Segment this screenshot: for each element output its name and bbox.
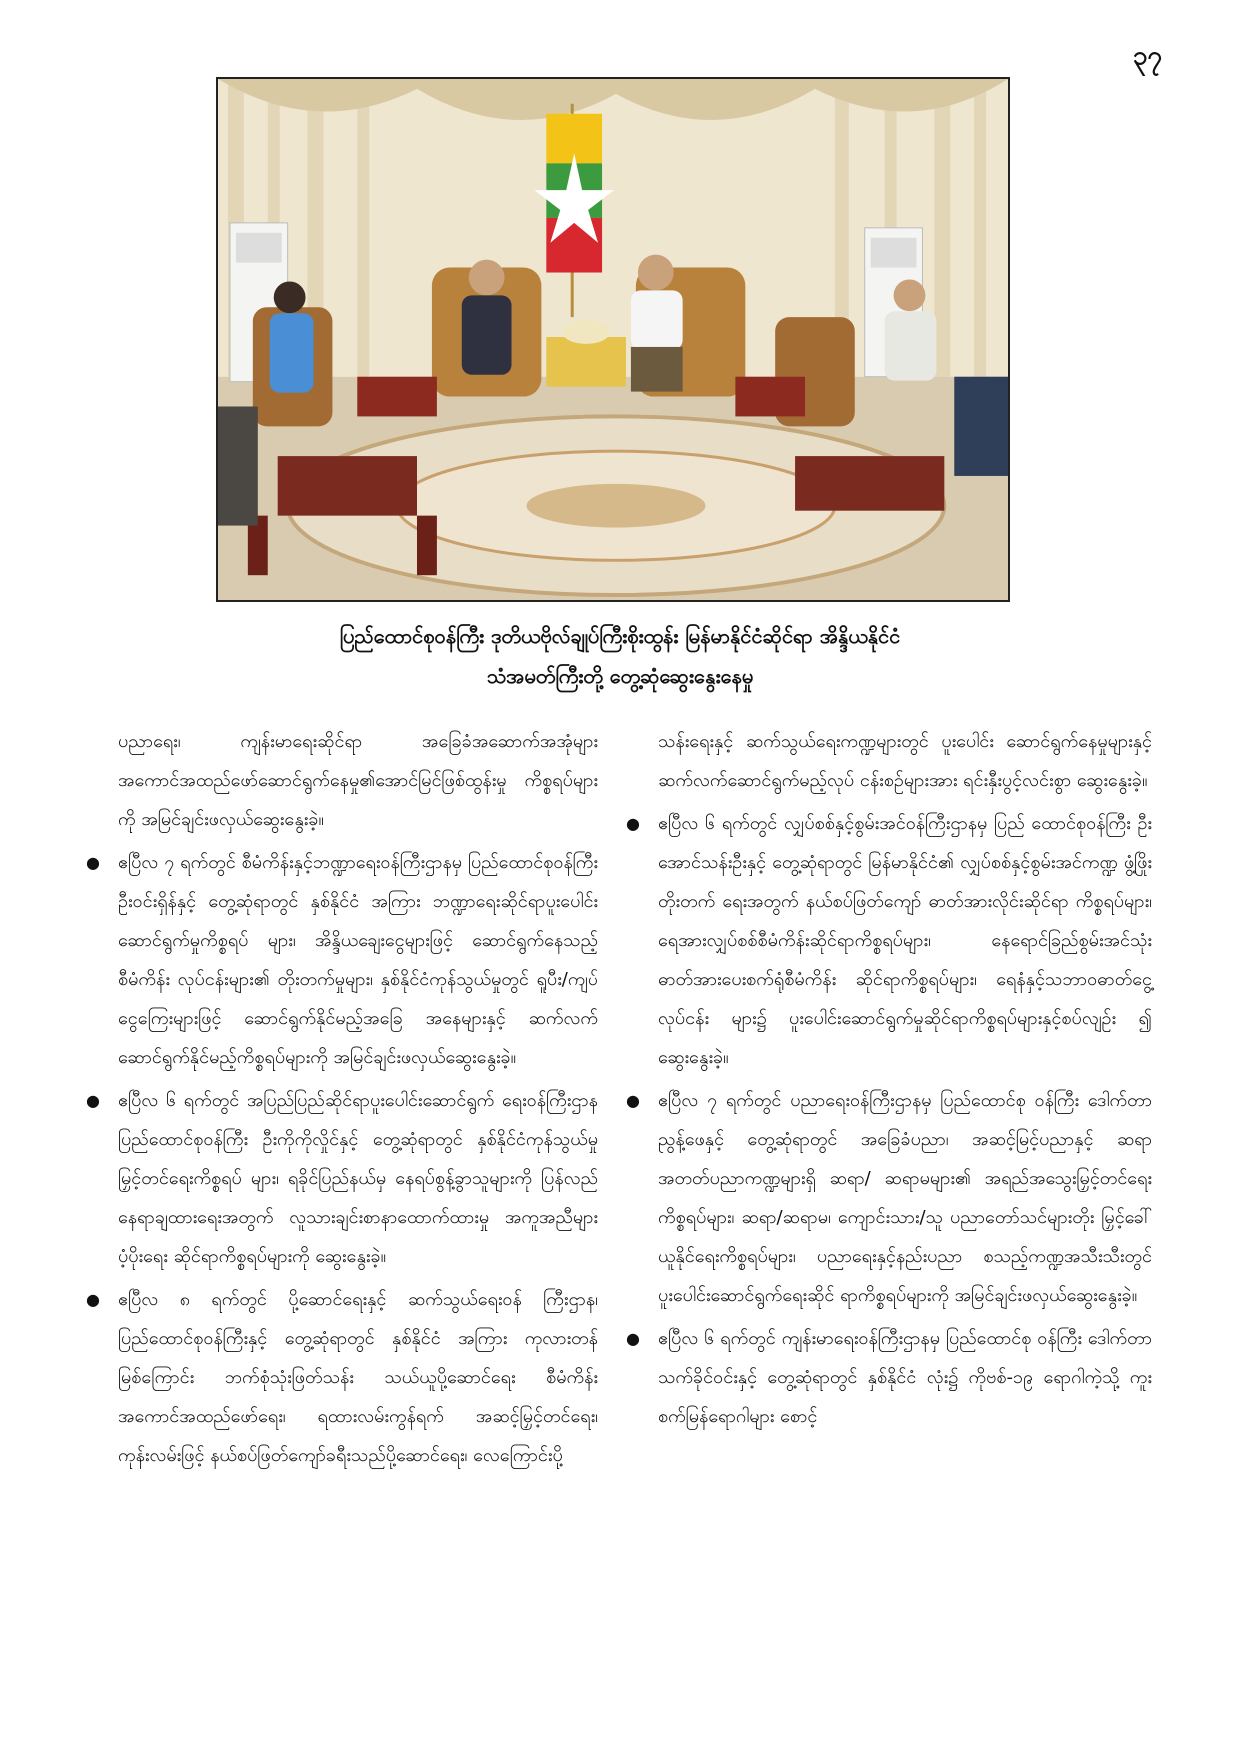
right-bullet-3: ● ဧပြီလ ၆ ရက်တွင် ကျန်းမာရေးဝန်ကြီးဌာနမှ ပြည်ထောင်စု ဝန်ကြီး ဒေါက်တာသက်ခိုင်ဝင်းနှင့် တွေ့ဆုံရာတွင် နှစ်နိုင်ငံ လုံး၌ ကိုဗစ်-၁၉ ရောဂါကဲ့သို့ ကူးစက်မြန်ရောဂါများ စောင့် — [640, 1319, 1152, 1436]
right-column — [640, 722, 1152, 1440]
caption-line-1: ပြည်ထောင်စုဝန်ကြီး ဒုတိယဗိုလ်ချုပ်ကြီးစိုးထွန်း မြန်မာနိုင်ငံဆိုင်ရာ အိန္ဒိယနိုင်ငံ — [339, 624, 901, 648]
left-column — [100, 722, 598, 1479]
photo-caption — [180, 616, 1060, 696]
right-intro-paragraph: သန်းရေးနှင့် ဆက်သွယ်ရေးကဏ္ဍများတွင် ပူးပေါင်း ဆောင်ရွက်နေမှုများနှင့် ဆက်လက်ဆောင်ရွက်မည့်လုပ် ငန်းစဉ်များအား ရင်းနှီးပွင့်လင်းစွာ ဆွေးနွေးခဲ့။ — [658, 731, 1152, 791]
right-bullet-1: ● ဧပြီလ ၆ ရက်တွင် လျှပ်စစ်နှင့်စွမ်းအင်ဝန်ကြီးဌာနမှ ပြည် ထောင်စုဝန်ကြီး ဦးအောင်သန်းဦးနှင့် တွေ့ဆုံရာတွင် မြန်မာနိုင်ငံ၏ လျှပ်စစ်နှင့်စွမ်းအင်ကဏ္ဍ ဖွံ့ဖြိုးတိုးတက် ရေးအတွက် နယ်စပ်ဖြတ်ကျော် ဓာတ်အားလိုင်းဆိုင်ရာ ကိစ္စရပ်များ၊ ရေအားလျှပ်စစ်စီမံကိန်းဆိုင်ရာကိစ္စရပ်များ၊ နေရောင်ခြည်စွမ်းအင်သုံး ဓာတ်အားပေးစက်ရုံစီမံကိန်း ဆိုင်ရာကိစ္စရပ်များ၊ ရေနံနှင့်သဘာဝဓာတ်ငွေ့လုပ်ငန်း များ၌ ပူးပေါင်းဆောင်ရွက်မှုဆိုင်ရာကိစ္စရပ်များနှင့်စပ်လျဉ်း ၍ ဆွေးနွေးခဲ့။ — [640, 804, 1152, 1077]
meeting-photo-illustration — [218, 79, 1008, 600]
left-intro-paragraph: ပညာရေး၊ ကျန်းမာရေးဆိုင်ရာ အခြေခံအဆောက်အအုံများ အကောင်အထည်ဖော်ဆောင်ရွက်နေမှု၏အောင်မြင်ဖြစ်ထွန်းမှု ကိစ္စရပ်များကို အမြင်ချင်းဖလှယ်ဆွေးနွေးခဲ့။ — [118, 731, 598, 830]
left-bullet-2: ● ဧပြီလ ၆ ရက်တွင် အပြည်ပြည်ဆိုင်ရာပူးပေါင်းဆောင်ရွက် ရေးဝန်ကြီးဌာန ပြည်ထောင်စုဝန်ကြီး ဦးကိုကိုလှိုင်နှင့် တွေ့ဆုံရာတွင် နှစ်နိုင်ငံကုန်သွယ်မှု မြှင့်တင်ရေးကိစ္စရပ် များ၊ ရခိုင်ပြည်နယ်မှ နေရပ်စွန့်ခွာသူများကို ပြန်လည် နေရာချထားရေးအတွက် လူသားချင်းစာနာထောက်ထားမှု အကူအညီများပံ့ပိုးရေး ဆိုင်ရာကိစ္စရပ်များကို ဆွေးနွေးခဲ့။ — [100, 1081, 598, 1276]
left-bullet-3: ● ဧပြီလ ၈ ရက်တွင် ပို့ဆောင်ရေးနှင့် ဆက်သွယ်ရေးဝန် ကြီးဌာန၊ ပြည်ထောင်စုဝန်ကြီးနှင့် တွေ့ဆုံရာတွင် နှစ်နိုင်ငံ အကြား ကုလားတန်မြစ်ကြောင်း ဘက်စုံသုံးဖြတ်သန်း သယ်ယူပို့ဆောင်ရေး စီမံကိန်းအကောင်အထည်ဖော်ရေး၊ ရထားလမ်းကွန်ရက် အဆင့်မြှင့်တင်ရေး၊ ကုန်းလမ်းဖြင့် နယ်စပ်ဖြတ်ကျော်ခရီးသည်ပို့ဆောင်ရေး၊ လေကြောင်းပို့ — [100, 1280, 598, 1475]
left-bullet-1: ● ဧပြီလ ၇ ရက်တွင် စီမံကိန်းနှင့်ဘဏ္ဍာရေးဝန်ကြီးဌာနမှ ပြည်ထောင်စုဝန်ကြီး ဦးဝင်းရှိန်နှင့် တွေ့ဆုံရာတွင် နှစ်နိုင်ငံ အကြား ဘဏ္ဍာရေးဆိုင်ရာပူးပေါင်း ဆောင်ရွက်မှုကိစ္စရပ် များ၊ အိန္ဒိယချေးငွေများဖြင့် ဆောင်ရွက်နေသည့်စီမံကိန်း လုပ်ငန်းများ၏ တိုးတက်မှုများ၊ နှစ်နိုင်ငံကုန်သွယ်မှုတွင် ရူပီး/ကျပ် ငွေကြေးများဖြင့် ဆောင်ရွက်နိုင်မည့်အခြေ အနေများနှင့် ဆက်လက်ဆောင်ရွက်နိုင်မည့်ကိစ္စရပ်များကို အမြင်ချင်းဖလှယ်ဆွေးနွေးခဲ့။ — [100, 843, 598, 1077]
right-bullet-2: ● ဧပြီလ ၇ ရက်တွင် ပညာရေးဝန်ကြီးဌာနမှ ပြည်ထောင်စု ဝန်ကြီး ဒေါက်တာညွန့်ဖေနှင့် တွေ့ဆုံရာတွင် အခြေခံပညာ၊ အဆင့်မြင့်ပညာနှင့် ဆရာအတတ်ပညာကဏ္ဍများရှိ ဆရာ/ ဆရာမများ၏ အရည်အသွေးမြှင့်တင်ရေးကိစ္စရပ်များ၊ ဆရာ/ဆရာမ၊ ကျောင်းသား/သူ ပညာတော်သင်များတိုး မြှင့်ခေါ်ယူနိုင်ရေးကိစ္စရပ်များ၊ ပညာရေးနှင့်နည်းပညာ စသည့်ကဏ္ဍအသီးသီးတွင် ပူးပေါင်းဆောင်ရွက်ရေးဆိုင် ရာကိစ္စရပ်များကို အမြင်ချင်းဖလှယ်ဆွေးနွေးခဲ့။ — [640, 1081, 1152, 1315]
caption-line-2: သံအမတ်ကြီးတို့ တွေ့ဆုံဆွေးနွေးနေမှု — [486, 664, 754, 688]
page-number: ၃၇ — [1132, 41, 1162, 71]
meeting-photo — [216, 77, 1010, 602]
